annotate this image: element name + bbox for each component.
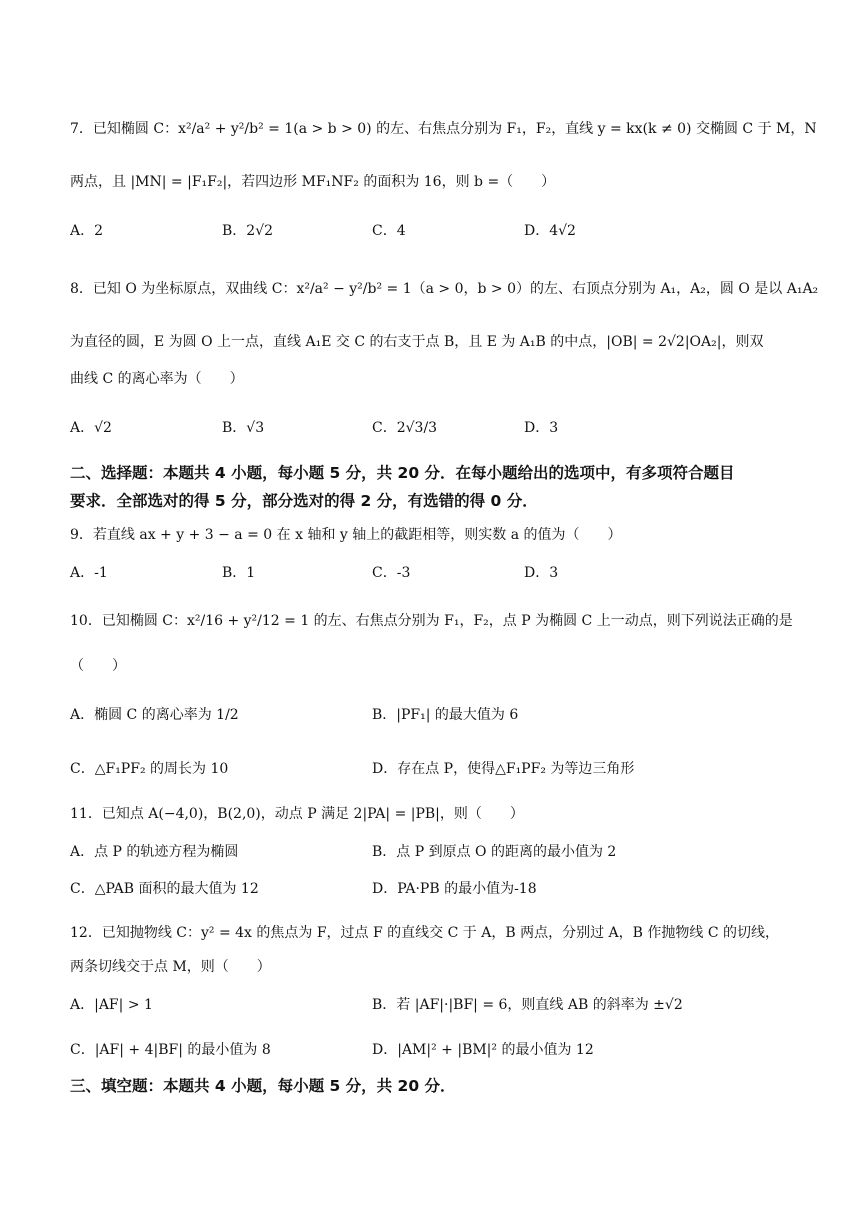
q10-option-a: A．椭圆 C 的离心率为 1/2 (70, 707, 239, 723)
q8-option-c: C．2√3/3 (372, 420, 438, 436)
q11-option-a: A．点 P 的轨迹方程为椭圆 (70, 844, 239, 860)
q8-stem-line2: 为直径的圆，E 为圆 O 上一点，直线 A₁E 交 C 的右支于点 B，且 E 为 A₁B 的中点，|OB| = 2√2|OA₂|，则双 (70, 334, 764, 350)
q7-option-d: D．4√2 (524, 223, 576, 239)
q8-stem-line1: 8．已知 O 为坐标原点，双曲线 C：x²/a² − y²/b² = 1（a > 0，b > 0）的左、右顶点分别为 A₁，A₂，圆 O 是以 A₁A₂ (70, 281, 819, 297)
q11-option-d: D．PA·PB 的最小值为-18 (372, 881, 537, 897)
q11-option-c: C．△PAB 面积的最大值为 12 (70, 881, 259, 897)
q12-stem-line2: 两条切线交于点 M，则（ ） (70, 959, 271, 975)
q10-option-d: D．存在点 P，使得△F₁PF₂ 为等边三角形 (372, 761, 635, 777)
q11-stem: 11．已知点 A(−4,0)，B(2,0)，动点 P 满足 2|PA| = |PB|，则（ ） (70, 806, 524, 822)
q10-option-c: C．△F₁PF₂ 的周长为 10 (70, 761, 229, 777)
q9-stem: 9．若直线 ax + y + 3 − a = 0 在 x 轴和 y 轴上的截距相等，则实数 a 的值为（ ） (70, 527, 622, 543)
section-3-heading: 三、填空题：本题共 4 小题，每小题 5 分，共 20 分． (70, 1077, 456, 1095)
q9-option-d: D．3 (524, 565, 559, 581)
q7-stem-line1: 7．已知椭圆 C：x²/a² + y²/b² = 1(a > b > 0) 的左、右焦点分别为 F₁，F₂，直线 y = kx(k ≠ 0) 交椭圆 C 于 M，N (70, 121, 817, 137)
q7-option-a: A．2 (70, 223, 104, 239)
q12-option-b: B．若 |AF|·|BF| = 6，则直线 AB 的斜率为 ±√2 (372, 997, 683, 1013)
section-2-heading-line1: 二、选择题：本题共 4 小题，每小题 5 分，共 20 分．在每小题给出的选项中，有多项符合题目 (70, 464, 735, 482)
q11-option-b: B．点 P 到原点 O 的距离的最小值为 2 (372, 844, 617, 860)
q9-option-a: A．-1 (70, 565, 108, 581)
q8-option-a: A．√2 (70, 420, 112, 436)
q8-stem-line3: 曲线 C 的离心率为（ ） (70, 371, 244, 387)
q7-option-c: C．4 (372, 223, 406, 239)
q12-option-d: D．|AM|² + |BM|² 的最小值为 12 (372, 1042, 594, 1058)
q12-option-a: A．|AF| > 1 (70, 997, 153, 1013)
q12-option-c: C．|AF| + 4|BF| 的最小值为 8 (70, 1042, 271, 1058)
q7-option-b: B．2√2 (222, 223, 274, 239)
q10-stem-line1: 10．已知椭圆 C：x²/16 + y²/12 = 1 的左、右焦点分别为 F₁，F₂，点 P 为椭圆 C 上一动点，则下列说法正确的是 (70, 613, 793, 629)
q10-stem-line2: （ ） (70, 658, 126, 674)
q8-option-d: D．3 (524, 420, 559, 436)
q7-stem-line2: 两点，且 |MN| = |F₁F₂|，若四边形 MF₁NF₂ 的面积为 16，则 b =（ ） (70, 174, 556, 190)
q12-stem-line1: 12．已知抛物线 C：y² = 4x 的焦点为 F，过点 F 的直线交 C 于 A，B 两点，分别过 A，B 作抛物线 C 的切线， (70, 925, 779, 941)
q9-option-b: B．1 (222, 565, 256, 581)
q8-option-b: B．√3 (222, 420, 265, 436)
section-2-heading-line2: 要求．全部选对的得 5 分，部分选对的得 2 分，有选错的得 0 分． (70, 492, 538, 510)
q9-option-c: C．-3 (372, 565, 411, 581)
q10-option-b: B．|PF₁| 的最大值为 6 (372, 707, 519, 723)
